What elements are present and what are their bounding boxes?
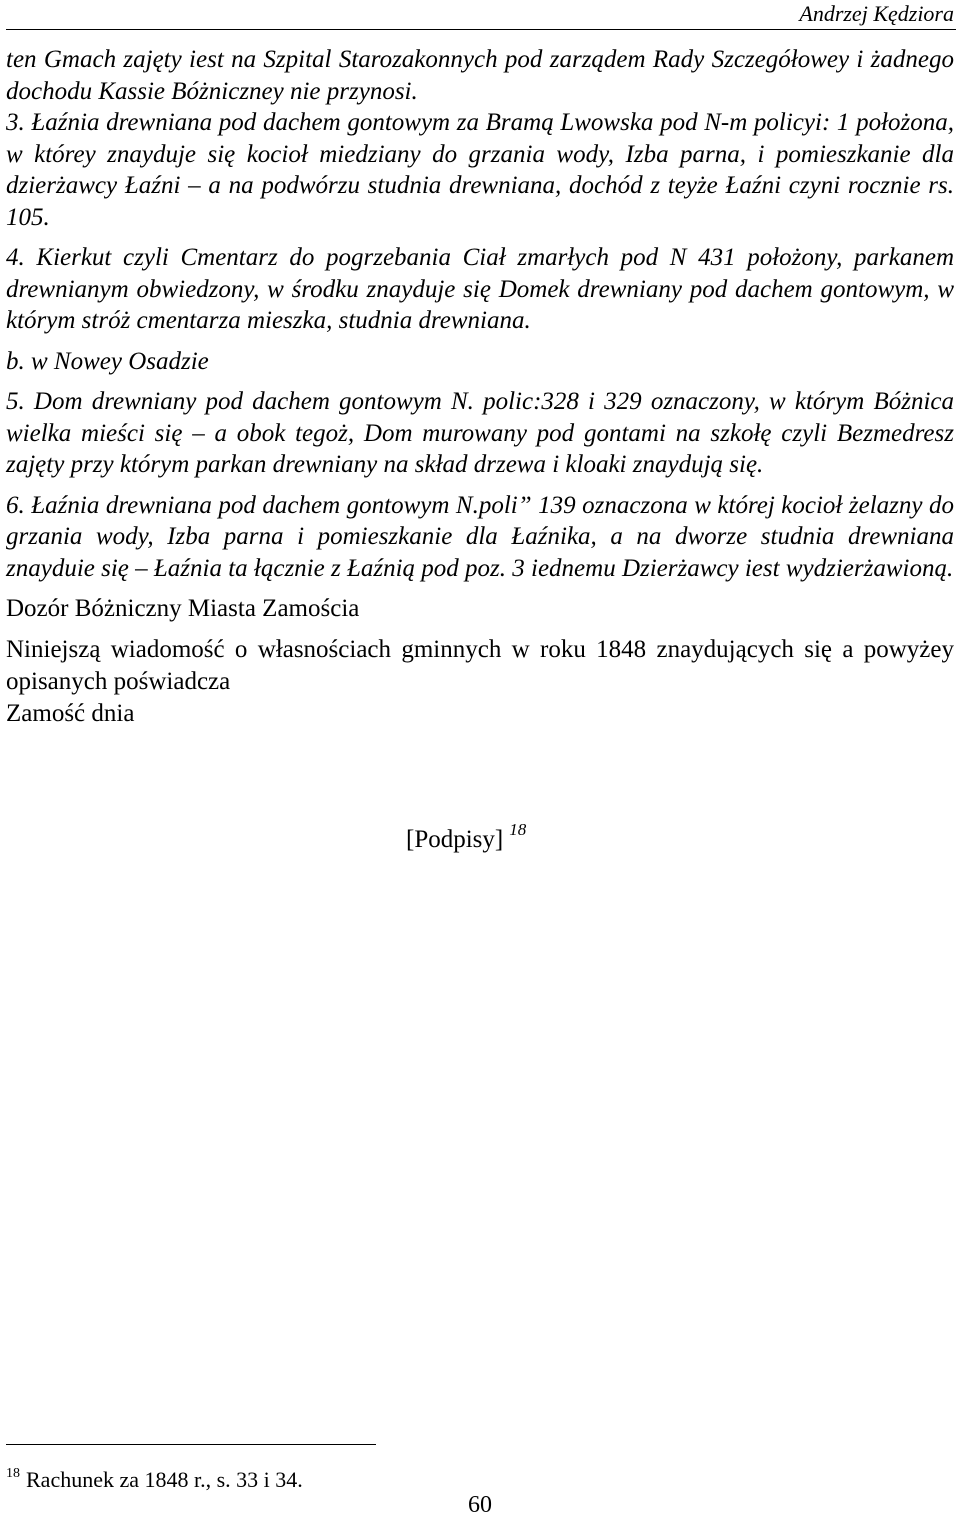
footnote xyxy=(6,1460,303,1494)
page-body xyxy=(6,44,954,730)
paragraph-certification: Niniejszą wiadomość o własnościach gminnych w roku 1848 znaydujących się a powyżey opisanych poświadcza xyxy=(6,636,954,695)
footnote-rule xyxy=(6,1444,376,1445)
paragraph-item-6-bathhouse: 6. Łaźnia drewniana pod dachem gontowym N.poli” 139 oznaczona w której kocioł żelazny do grzania wody, Izba parna i pomieszkanie dla Łaźnika, a na dworze studnia drewniana znayduie się – Łaźnia ta łącznie z Łaźnią pod poz. 3 iednemu Dzierżawcy iest wydzierżawioną. xyxy=(6,491,954,582)
paragraph-item-5-synagogue: 5. Dom drewniany pod dachem gontowym N. polic:328 i 329 oznaczony, w którym Bóżnica wielka mieści się – a obok tegoż, Dom murowany pod gontami na szkołę czyli Bezmedresz zajęty przy którym parkan drewniany na skład drzewa i kloaki znaydują się. xyxy=(6,388,954,478)
signature-text: [Podpisy] xyxy=(406,826,504,853)
page-number: 60 xyxy=(468,1492,492,1518)
footnote-number: 18 xyxy=(6,1466,20,1481)
running-header-author: Andrzej Kędziora xyxy=(799,1,954,26)
paragraph-date-line: Zamość dnia xyxy=(6,700,135,727)
paragraph-item-3-bathhouse: 3. Łaźnia drewniana pod dachem gontowym za Bramą Lwowska pod N-m policyi: 1 położona, w którey znayduje się kocioł miedziany do grzania wody, Izba parna, i pomieszkanie dla dzierżawcy Łaźni – a na podwórzu studnia drewniana, dochód z teyże Łaźni czyni rocznie rs. 105. xyxy=(6,109,954,231)
header-rule xyxy=(6,29,956,30)
footnote-reference: 18 xyxy=(509,820,527,839)
paragraph-item-4-cemetery: 4. Kierkut czyli Cmentarz do pogrzebania Ciał zmarłych pod N 431 położony, parkanem drewnianym obwiedzony, w środku znayduje się Domek drewniany pod dachem gontowym, w którym stróż cmentarza mieszka, studnia drewniana. xyxy=(6,244,954,334)
paragraph-synagogue-board: Dozór Bóżniczny Miasta Zamościa xyxy=(6,595,360,622)
section-heading-new-settlement: b. w Nowey Osadzie xyxy=(6,347,209,375)
signature-placeholder xyxy=(406,812,526,858)
footnote-text: Rachunek za 1848 r., s. 33 i 34. xyxy=(26,1467,303,1492)
paragraph-hospital-building: ten Gmach zajęty iest na Szpital Starozakonnych pod zarządem Rady Szczegółowey i żadnego dochodu Kassie Bóżniczney nie przynosi. xyxy=(6,46,954,105)
